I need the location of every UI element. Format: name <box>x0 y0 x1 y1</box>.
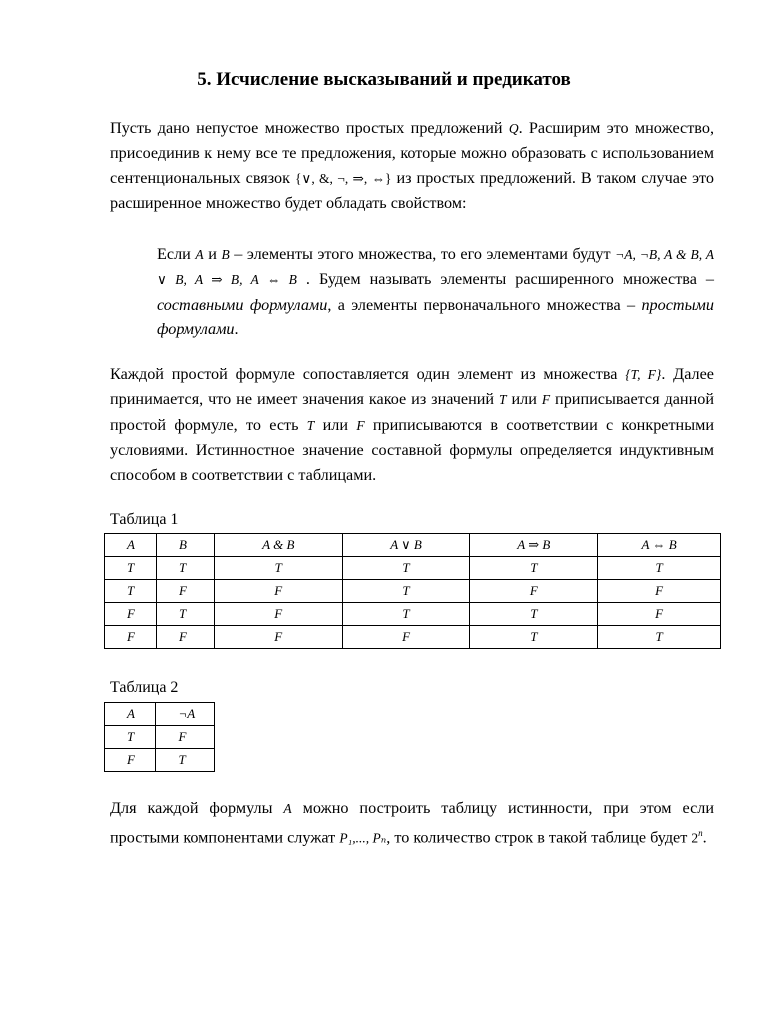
table-cell: F <box>214 580 342 603</box>
table-cell: F <box>342 626 470 649</box>
table-header-cell: A ∨ B <box>342 534 470 557</box>
intro-paragraph <box>110 116 714 216</box>
property-and: и <box>203 245 222 263</box>
table-row <box>105 557 721 580</box>
value-t-2: T <box>306 417 315 433</box>
truth-text-4: . <box>702 828 707 847</box>
rows-count-base: 2 <box>691 830 699 846</box>
value-f: F <box>541 392 551 408</box>
table-header-cell: A <box>105 534 157 557</box>
table-cell: T <box>342 557 470 580</box>
table-row <box>105 580 721 603</box>
table-row <box>105 726 215 749</box>
intro-text-2: . Расширим это множество, присоединив к нему все те предложения, которые можно образовать с использованием сентенциональных связок <box>110 119 714 187</box>
table-row <box>105 749 215 772</box>
components-list: P₁,..., Pₙ <box>339 830 387 846</box>
var-a: A <box>195 247 204 262</box>
formula-list: ¬A, ¬B, A & B, A ∨ B, A ⇒ B, A ⇔ B <box>157 247 714 288</box>
composite-formulas-term: составными формулами <box>157 295 328 314</box>
table-cell: T <box>598 557 721 580</box>
intro-text-1: Пусть дано непустое множество простых предложений <box>110 119 509 137</box>
table-cell: T <box>342 603 470 626</box>
table-cell: T <box>342 580 470 603</box>
property-text-3: . Будем называть элементы расширенного множества – <box>296 270 714 289</box>
truth-set: {T, F} <box>625 367 662 382</box>
assignment-or: или <box>506 390 542 409</box>
property-text-2: – элементы этого множества, то его элементами будут <box>229 245 616 263</box>
table-cell: F <box>214 603 342 626</box>
formula-a: A <box>283 801 292 816</box>
table-header-cell: A ⇔ B <box>598 534 721 557</box>
table-cell: T <box>105 580 157 603</box>
truth-text-1: Для каждой формулы <box>110 799 284 817</box>
rows-count-exponent: n <box>698 828 703 839</box>
table-cell: F <box>470 580 598 603</box>
table-cell: F <box>105 626 157 649</box>
table-cell: T <box>470 603 598 626</box>
truth-text-2: можно построить таблицу истинности, при этом если простыми компонентами служат <box>110 799 715 847</box>
table-cell: T <box>105 726 156 749</box>
table-cell: T <box>598 626 721 649</box>
table-row <box>105 603 721 626</box>
simple-formulas-term: простыми формулами <box>157 295 714 339</box>
intro-text-3: из простых предложений. В таком случае это расширенное множество будет обладать свойством: <box>110 168 714 213</box>
table-cell: T <box>156 749 215 772</box>
table-header-cell: A ⇒ B <box>470 534 598 557</box>
truth-table-negation <box>104 702 215 772</box>
table-cell: T <box>105 557 157 580</box>
table-cell: T <box>470 626 598 649</box>
table-header-cell: ¬A <box>156 703 215 726</box>
assignment-or-2: или <box>314 415 357 434</box>
truth-table-paragraph <box>110 796 714 851</box>
table1-caption: Таблица 1 <box>110 511 179 528</box>
table-header-row <box>105 703 215 726</box>
set-q: Q <box>508 121 519 136</box>
table-cell: F <box>105 749 156 772</box>
table-cell: F <box>156 580 214 603</box>
table-cell: F <box>156 726 215 749</box>
connectives-set: {∨, &, ¬, ⇒, ⇔} <box>294 170 392 186</box>
table-header-cell: B <box>156 534 214 557</box>
table-cell: F <box>598 580 721 603</box>
var-b: B <box>221 247 230 262</box>
table-cell: F <box>105 603 157 626</box>
property-paragraph <box>157 242 714 342</box>
section-title: 5. Исчисление высказываний и предикатов <box>197 69 571 90</box>
truth-table-connectives <box>104 533 721 649</box>
table-row <box>105 626 721 649</box>
table-header-cell: A & B <box>214 534 342 557</box>
truth-text-3: , то количество строк в такой таблице будет <box>386 828 692 847</box>
table-cell: T <box>470 557 598 580</box>
table-cell: T <box>156 603 214 626</box>
assignment-text-2: . Далее принимается, что не имеет значения какое из значений <box>110 365 714 409</box>
property-text-1: Если <box>157 245 196 263</box>
assignment-paragraph <box>110 362 714 487</box>
value-f-2: F <box>356 417 365 433</box>
value-t: T <box>499 392 507 408</box>
table-cell: T <box>156 557 214 580</box>
table-header-row <box>105 534 721 557</box>
assignment-text-4: приписываются в соответствии с конкретными условиями. Истинностное значение составной формулы определяется индуктивным способом в соответствии с таблицами. <box>110 415 714 484</box>
assignment-text-3: приписывается данной простой формуле, то есть <box>110 390 714 434</box>
table-header-cell: A <box>105 703 156 726</box>
property-text-4: , а элементы первоначального множества – <box>327 295 642 314</box>
table-cell: F <box>156 626 214 649</box>
table2-caption: Таблица 2 <box>110 679 179 696</box>
assignment-text-1: Каждой простой формуле сопоставляется один элемент из множества <box>110 365 626 383</box>
table-cell: T <box>214 557 342 580</box>
table-cell: F <box>214 626 342 649</box>
property-text-5: . <box>234 320 239 339</box>
table-cell: F <box>598 603 721 626</box>
